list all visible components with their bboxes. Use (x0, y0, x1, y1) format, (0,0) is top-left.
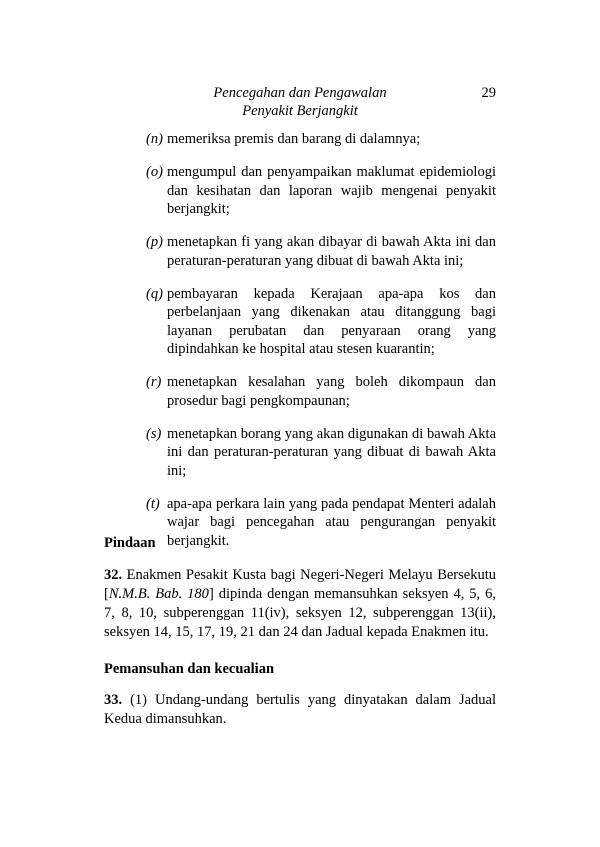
item-text: menetapkan fi yang akan dibayar di bawah Akta ini dan peraturan-peraturan yang dibuat di bawah Akta ini; (167, 234, 496, 269)
section-32-text-a: Enakmen Pesakit Kusta bagi Negeri-Negeri Melayu Bersekutu [ (104, 567, 496, 602)
list-item-p (146, 233, 496, 270)
header-title-line-1: Pencegahan dan Pengawalan (213, 85, 387, 101)
item-text: memeriksa premis dan barang di dalamnya; (167, 131, 421, 147)
running-header (104, 84, 496, 120)
item-text: pembayaran kepada Kerajaan apa-apa kos dan perbelanjaan yang dikenakan atau ditanggung bagi layanan perubatan dan penyaraan orang yang dipindahkan ke hospital atau stesen kuarantin; (167, 285, 496, 357)
item-marker: (r) (146, 374, 162, 390)
page-number: 29 (481, 85, 496, 101)
item-marker: (n) (146, 131, 163, 147)
list-item-q (146, 285, 496, 359)
section-33-paragraph (104, 691, 496, 729)
item-text: mengumpul dan penyampaikan maklumat epidemiologi dan kesihatan dan laporan wajib mengenai penyakit berjangkit; (167, 164, 496, 217)
list-item-o (146, 163, 496, 219)
item-text: menetapkan borang yang akan digunakan di bawah Akta ini dan peraturan-peraturan yang dibuat di bawah Akta ini; (167, 425, 496, 479)
item-marker: (s) (146, 425, 162, 442)
section-heading-pindaan: Pindaan (104, 535, 156, 551)
item-text: apa-apa perkara lain yang pada pendapat Menteri adalah wajar bagi pencegahan atau pengurangan penyakit berjangkit. (167, 495, 496, 549)
list-item-s (146, 425, 496, 481)
statute-citation: N.M.B. Bab. 180 (108, 586, 209, 602)
section-32-paragraph (104, 566, 496, 642)
section-32-text-b: ] dipinda dengan memansuhkan seksyen 4, 5, 6, 7, 8, 10, subperenggan 11(iv), seksyen 12, subperenggan 13(ii), seksyen 14, 15, 17, 19, 21 dan 24 dan Jadual kepada Enakmen itu. (104, 586, 496, 640)
list-item-r (146, 373, 496, 410)
item-marker: (q) (146, 285, 163, 302)
section-33-text: (1) Undang-undang bertulis yang dinyatakan dalam Jadual Kedua dimansuhkan. (104, 692, 496, 727)
header-title-line-2: Penyakit Berjangkit (242, 103, 358, 119)
item-marker: (o) (146, 164, 163, 180)
section-number: 32. (104, 567, 123, 583)
section-heading-pemansuhan: Pemansuhan dan kecualian (104, 661, 275, 677)
section-number: 33. (104, 692, 123, 708)
item-text: menetapkan kesalahan yang boleh dikompaun dan prosedur bagi pengkompaunan; (167, 374, 496, 409)
item-list (146, 130, 496, 565)
list-item-n (146, 130, 496, 149)
list-item-t (146, 495, 496, 551)
item-marker: (p) (146, 234, 163, 250)
item-marker: (t) (146, 495, 160, 512)
